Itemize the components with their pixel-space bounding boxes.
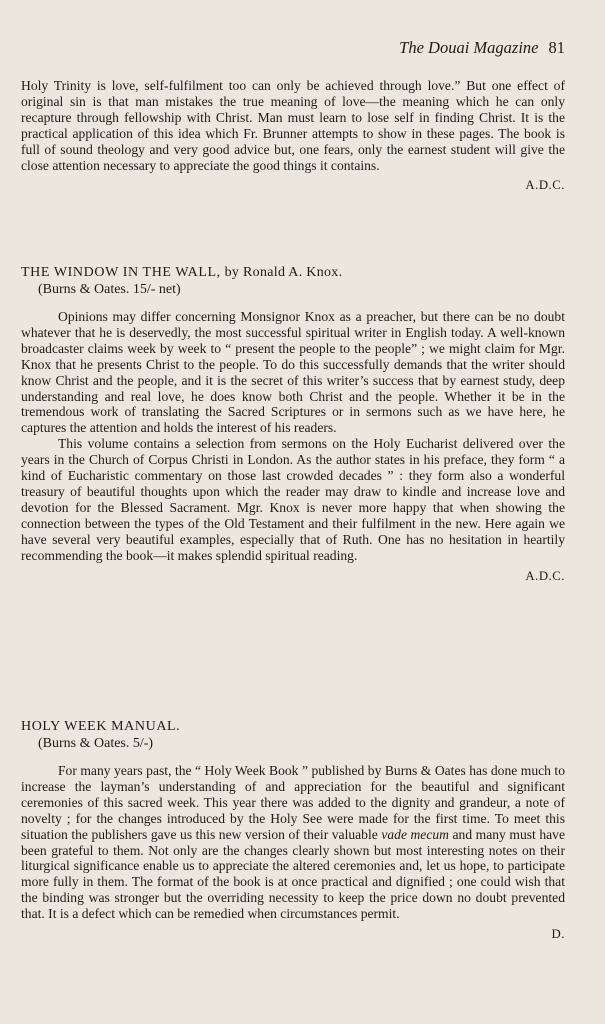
book-title: HOLY WEEK MANUAL. (21, 719, 181, 734)
book-publisher: (Burns & Oates. 5/-) (38, 736, 154, 751)
review-paragraph: Opinions may differ concerning Monsignor Knox as a preacher, but there can be no doubt whatever that he is deservedly, the most successful spiritual writer in English today. A well-known broadcaster claims week by week to “ present the people to the people” ; we might claim for Mgr. Knox that he presents Christ to the people. To do this successfully demands that the writer should know Christ and the people, and it is the secret of this writer’s success that by earnest study, deep understanding and real love, he does know both Christ and the people. Whether it be in the tremendous work of translating the Sacred Scriptures or in sermons such as we have here, he captures the attention and holds the interest of his readers. (21, 309, 565, 436)
review-window-in-the-wall (21, 264, 565, 584)
review-paragraph: Holy Trinity is love, self-fulfilment too can only be achieved through love.” But one effect of original sin is that man mistakes the true meaning of love—the meaning which he can only recapture through fellowship with Christ. Man must learn to lose self in finding Christ. It is the practical application of this idea which Fr. Brunner attempts to show in these pages. The book is full of sound theology and very good advice but, one fears, only the earnest student will give the close attention necessary to appreciate the good things it contains. (21, 78, 565, 173)
book-title: THE WINDOW IN THE WALL, (21, 265, 221, 280)
italic-phrase: vade mecum (381, 826, 449, 842)
magazine-title: The Douai Magazine (399, 38, 539, 57)
review-holy-week-manual (21, 718, 565, 942)
review-text: For many years past, the “ Holy Week Book ” published by Burns & Oates has done much to increase the layman’s understanding of and appreciation for the beautiful and significant ceremonies of this sacred week. This year there was added to the dignity and grandeur, a note of novelty ; for the changes introduced by the Holy See were made for the first time. To meet this situation the publishers gave us this new version of their valuable (21, 763, 565, 842)
review-paragraph (21, 763, 565, 922)
book-title-line (21, 718, 565, 735)
review-signature: A.D.C. (525, 568, 565, 583)
book-title-line (21, 264, 565, 281)
book-publisher: (Burns & Oates. 15/- net) (38, 282, 181, 297)
review-signature: A.D.C. (525, 178, 565, 193)
page-number: 81 (548, 38, 565, 57)
book-author: by Ronald A. Knox. (224, 265, 343, 280)
review-continuation (21, 78, 565, 193)
review-signature: D. (551, 927, 565, 942)
review-text: and many must have been grateful to them. Not only are the changes clearly shown but most interesting notes on their liturgical significance enable us to appreciate the altered ceremonies and, let us hope, to participate more fully in them. The format of the book is at once practical and dignified ; one could wish that the binding was stronger but the overriding necessity to keep the price down no doubt prevented that. It is a defect which can be remedied when circumstances permit. (21, 826, 565, 922)
review-paragraph: This volume contains a selection from sermons on the Holy Eucharist delivered over the years in the Church of Corpus Christi in London. As the author states in his preface, they form “ a kind of Eucharistic commentary on those last crowded decades ” : they form also a wonderful treasury of beautiful thoughts upon which the reader may draw to kindle and increase love and devotion for the Blessed Sacrament. Mgr. Knox is never more happy that when showing the connection between the types of the Old Testament and their fulfilment in the new. Here again we have several very beautiful examples, especially that of Ruth. One has no hesitation in heartily recommending the book—it makes splendid spiritual reading. (21, 436, 565, 563)
running-head (399, 38, 565, 58)
